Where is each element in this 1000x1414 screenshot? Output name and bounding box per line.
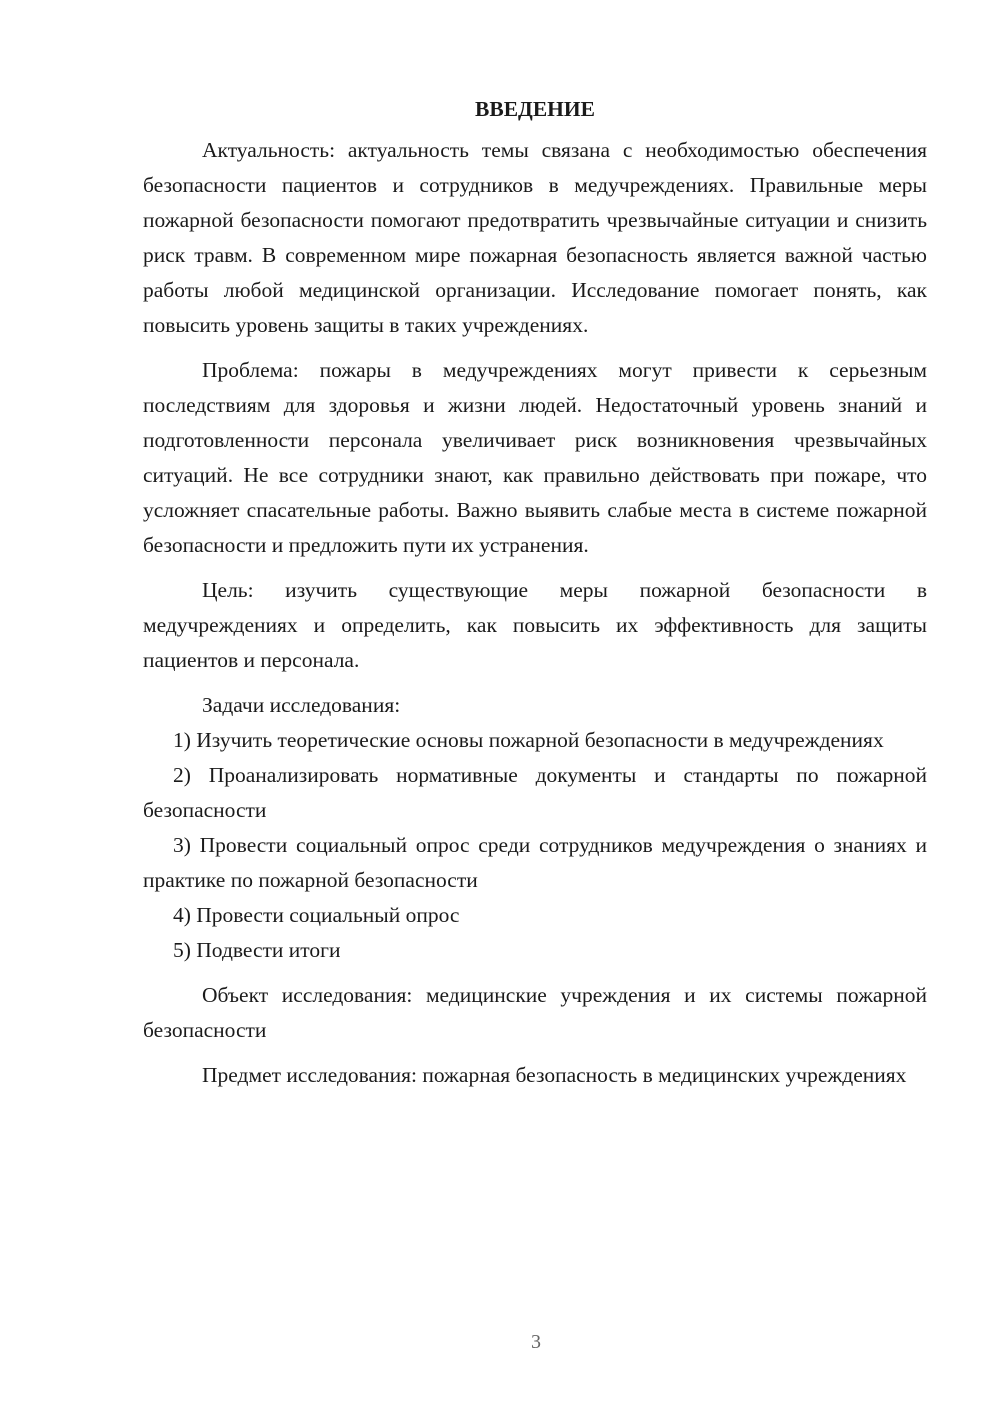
page-number: 3 [531,1331,541,1353]
relevance-paragraph: Актуальность: актуальность темы связана с необходимостью обеспечения безопасности пациентов и сотрудников в медучреждениях. Правильные меры пожарной безопасности помогают предотвратить чрезвычайные ситуации и снизить риск травм. В современном мире пожарная безопасность является важной частью работы любой медицинской организации. Исследование помогает понять, как повысить уровень защиты в таких учреждениях. [143,138,927,337]
task-item-3: 3) Провести социальный опрос среди сотрудников медучреждения о знаниях и практике по пожарной безопасности [143,833,927,892]
problem-paragraph: Проблема: пожары в медучреждениях могут привести к серьезным последствиям для здоровья и жизни людей. Недостаточный уровень знаний и подготовленности персонала увеличивает риск возникновения чрезвычайных ситуаций. Не все сотрудники знают, как правильно действовать при пожаре, что усложняет спасательные работы. Важно выявить слабые места в системе пожарной безопасности и предложить пути их устранения. [143,358,927,557]
task-item-2: 2) Проанализировать нормативные документы и стандарты по пожарной безопасности [143,763,927,822]
task-item-4: 4) Провести социальный опрос [173,903,460,927]
object-paragraph: Объект исследования: медицинские учреждения и их системы пожарной безопасности [143,983,927,1042]
goal-paragraph: Цель: изучить существующие меры пожарной безопасности в медучреждениях и определить, как повысить их эффективность для защиты пациентов и персонала. [143,578,927,672]
task-item-1: 1) Изучить теоретические основы пожарной безопасности в медучреждениях [173,728,884,752]
tasks-heading: Задачи исследования: [202,693,401,717]
subject-paragraph: Предмет исследования: пожарная безопасность в медицинских учреждениях [202,1063,907,1087]
section-heading: ВВЕДЕНИЕ [475,97,595,121]
document-body [143,92,927,1093]
task-item-5: 5) Подвести итоги [173,938,341,962]
